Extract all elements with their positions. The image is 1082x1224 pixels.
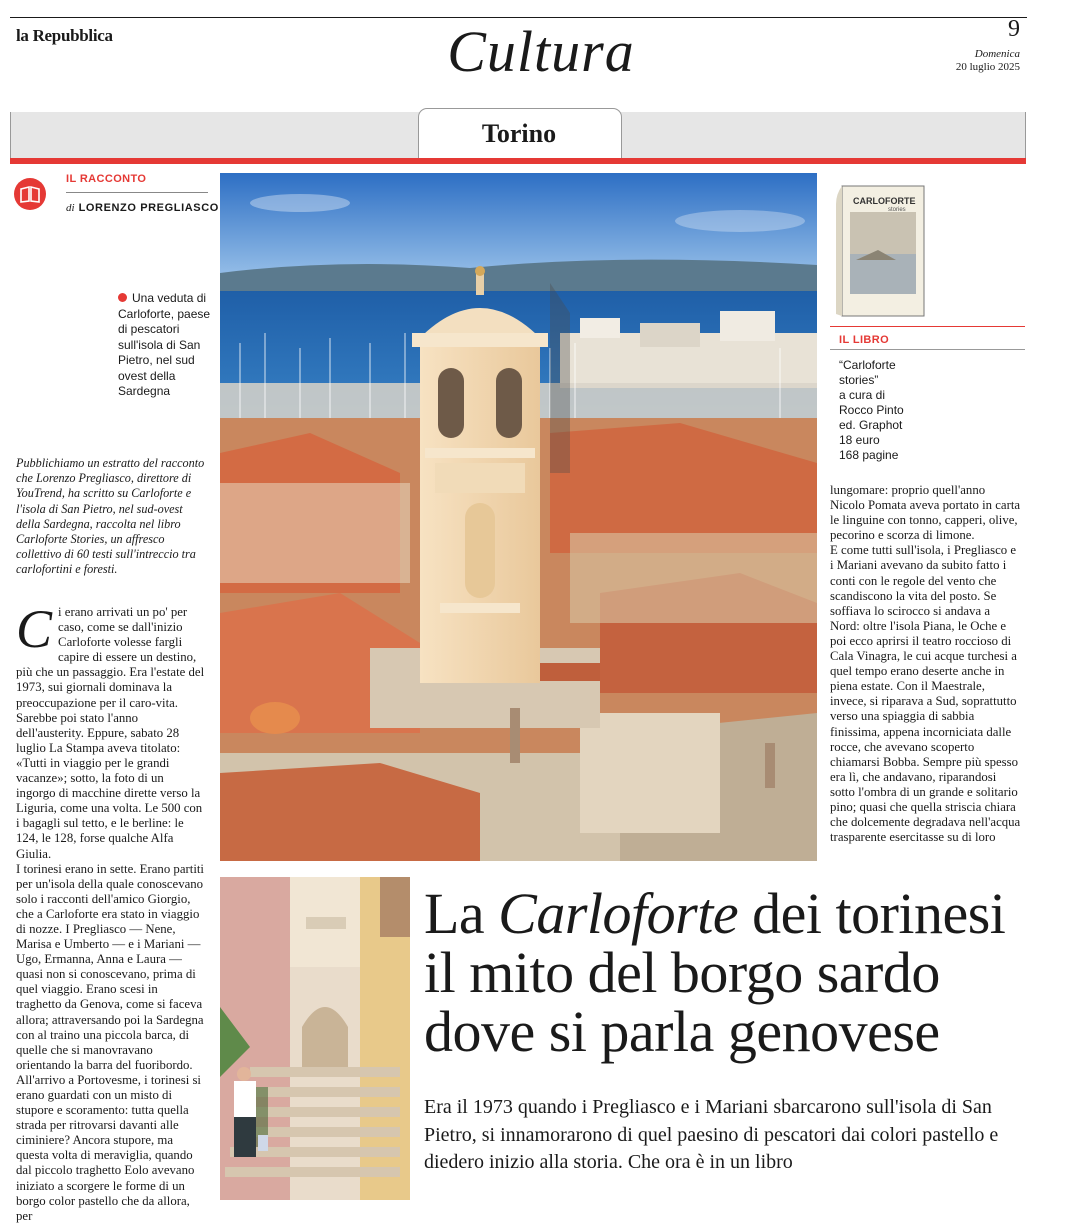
photo-caption-text: Una veduta di Carloforte, paese di pescatori sull'isola di San Pietro, nel sud ovest della Sardegna [118,291,211,398]
drop-cap: C [16,599,53,659]
book-info-line: ed. Graphot [839,418,903,432]
book-info-line: 168 pagine [839,448,899,462]
book-cover-title: CARLOFORTE [853,196,916,206]
section-tab-label: Torino [481,119,557,148]
page-number: 9 [1008,16,1020,42]
carloforte-photo [220,173,817,861]
book-info [839,358,979,463]
book-rule [830,326,1025,327]
paragraph: I torinesi erano in sette. Erano partiti per un'isola della quale conoscevano solo i racconti dell'amico Giorgio, che a Carloforte era stato in viaggio di nozze. I Pregliasco — Nene, Marisa e Umberto — e i Mariani — Ugo, Ermanna, Anna e Laura — quasi non si conoscevano, prima di quel viaggio. Erano scesi in traghetto da Genova, come si faceva allora; attraversando poi la Sardegna con al traino una piccola barca, di quelle che si manovravano orientando la barra del fuoribordo. All'arrivo a Portovesme, i torinesi si erano guardati con un misto di stupore e scoramento: tutta quella strada per ritrovarsi davanti alle ciminiere? Ancora stupore, ma questa volta di meraviglia, quando dal piccolo traghetto Eolo avevano iniziato a scorgere le forme di un borgo color pastello che da allora, per [16,861,204,1223]
section-red-rule [10,158,1026,164]
headline-text: La [424,881,499,946]
paragraph-text: i erano arrivati un po' per caso, come se dall'inizio Carloforte volesse fargli capire di essere un destino, più che un passaggio. Era l'estate del 1973, sui giornali dominava la preoccupazione per il caro-vita. Sarebbe poi stato l'anno dell'austerity. Eppure, sabato 28 luglio La Stampa aveva titolato: «Tutti in viaggio per le grandi vacanze»; sotto, la foto di un ingorgo di macchine dirette verso la Liguria, come una volta. Le 500 con i bagagli sul tetto, e le berline: le 124, le 128, forse qualche Alfa Giulia. [16,605,205,861]
headline-line-2: il mito del borgo sardo [424,940,940,1005]
headline-line-1 [424,881,1064,946]
newspaper-logo: la Repubblica [16,26,113,45]
kicker-rule [66,192,208,193]
article-column-1 [16,599,206,1223]
section-title: Cultura [447,19,635,84]
arrow-icon [118,293,127,302]
kicker-label: IL RACCONTO [66,173,147,185]
headline-italic: Carloforte [498,881,739,946]
issue-date: 20 luglio 2025 [955,61,1020,73]
book-cover [836,184,926,318]
issue-day: Domenica [974,48,1020,60]
paragraph: E come tutti sull'isola, i Pregliasco e i Mariani avevano da subito fatto i conti con le regole del vento che scandiscono la vita del posto. Se soffiava lo scirocco si andava a Nord: oltre l'isola Piana, le Oche e poi ecco aprirsi il teatro roccioso di Cala Vinagra, le cui acque turchesi a quel tempo erano deserte anche in piena estate. Con il Maestrale, invece, si riparava a Sud, soprattutto verso una spiaggia di sabbia finissima, appena incorniciata dalle rocce, che avevano scoperto chiamarsi Bobba. Sempre più spesso era lì, che andavano, riparandosi sotto l'ombra di un grande e solitario pino; quasi che quella striscia chiara che dolcemente degradava nell'acqua trasparente esercitasse su di loro [830,543,1021,845]
article-intro: Pubblichiamo un estratto del racconto che Lorenzo Pregliasco, direttore di YouTrend, ha scritto su Carloforte e l'isola di San Pietro, nel sud-ovest della Sardegna, raccolta nel libro Carloforte Stories, un affresco collettivo di 60 testi sull'intreccio tra carlofortini e foresti. [16,456,205,577]
byline-prefix: di [66,202,75,214]
book-info-line: a cura di [839,388,886,402]
headline-line-3: dove si parla genovese [424,999,940,1064]
paragraph [16,599,206,862]
headline-text: dei torinesi [738,881,1006,946]
paragraph: lungomare: proprio quell'anno Nicolo Pomata aveva portato in carta le linguine con tonno, capperi, olive, pecorino e scorza di limone. [830,483,1021,543]
section-bar-edge [10,112,11,164]
byline [66,202,219,214]
book-info-line: stories” [839,373,879,387]
article-column-2 [830,483,1022,845]
photo-caption [118,291,213,400]
book-cover-subtitle: stories [888,207,906,213]
book-info-line: Rocco Pinto [839,403,904,417]
section-bar-edge [1025,112,1026,164]
book-info-line: 18 euro [839,433,880,447]
book-icon [14,178,46,210]
author-name: LORENZO PREGLIASCO [78,202,219,214]
headline [424,881,1064,1064]
stairs-photo [220,877,410,1200]
standfirst: Era il 1973 quando i Pregliasco e i Mariani sbarcarono sull'isola di San Pietro, si innamorarono di quel paesino di pescatori dai colori pastello e diedero inizio alla storia. Che ora è in un libro [424,1096,999,1173]
book-info-line: “Carloforte [839,358,896,372]
book-label: IL LIBRO [839,334,890,346]
book-rule [830,349,1025,350]
